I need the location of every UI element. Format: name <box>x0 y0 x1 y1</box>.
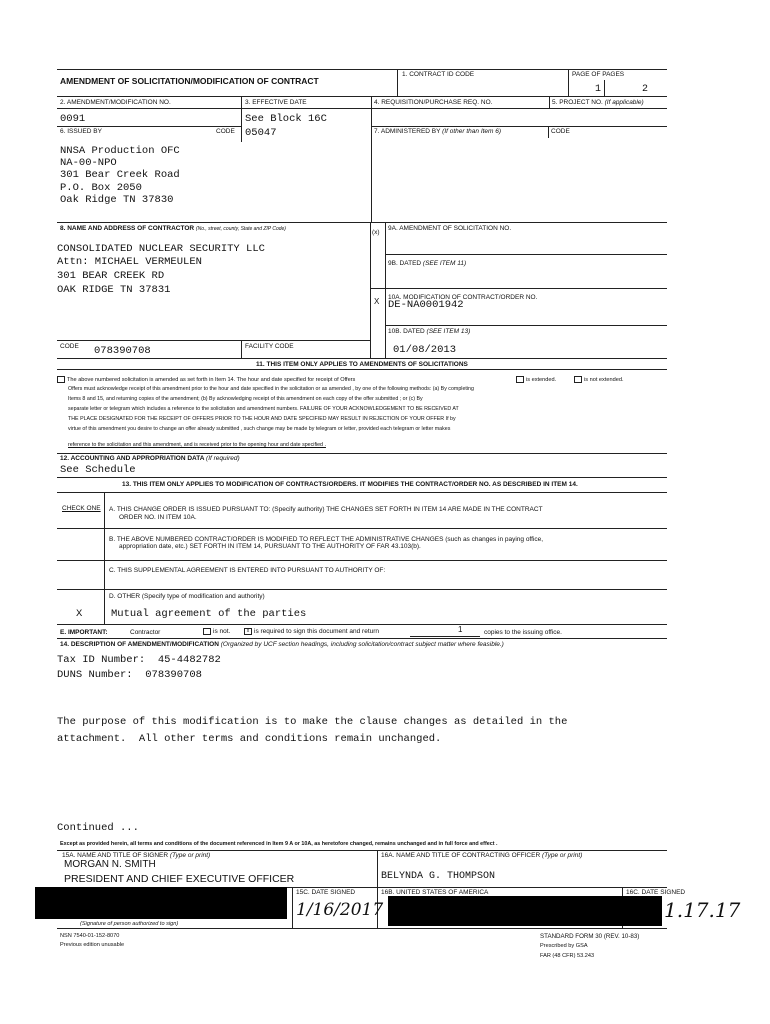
nsn-number: NSN 7540-01-152-8070 <box>60 933 120 939</box>
item11-line1: The above numbered solicitation is amended as set forth in Item 14. The hour and date specified for receipt of Offers <box>67 376 356 383</box>
block15a-label: 15A. NAME AND TITLE OF SIGNER <box>62 852 169 859</box>
block10-mark: X <box>374 297 380 306</box>
block8-label-wrap <box>60 225 286 233</box>
signature-redaction-contractor <box>35 887 287 919</box>
contract-id-code-label: 1. CONTRACT ID CODE <box>402 71 475 78</box>
signer-title: PRESIDENT AND CHIEF EXECUTIVE OFFICER <box>64 873 295 885</box>
check-one-label: CHECK ONE <box>62 505 101 512</box>
block6-code-label: CODE <box>216 128 235 135</box>
contractor-code: 078390708 <box>94 345 151 357</box>
issued-by-line5: Oak Ridge TN 37830 <box>60 194 174 206</box>
modification-authority: Mutual agreement of the parties <box>111 608 307 620</box>
block7-label-wrap <box>374 128 501 136</box>
item13a-line2: ORDER NO. IN ITEM 10A. <box>119 514 197 521</box>
issued-by-line4: P.O. Box 2050 <box>60 182 142 194</box>
facility-code-label: FACILITY CODE <box>245 343 294 350</box>
block3-label: 3. EFFECTIVE DATE <box>245 99 307 106</box>
total-pages: 2 <box>642 84 649 95</box>
contractor-line1: CONSOLIDATED NUCLEAR SECURITY LLC <box>57 243 265 255</box>
form-name: STANDARD FORM 30 (REV. 10-83) <box>540 933 640 940</box>
block12-label: 12. ACCOUNTING AND APPROPRIATION DATA <box>60 455 205 462</box>
is-not-extended-label: is not extended. <box>584 376 624 383</box>
page-number: 1 <box>595 84 602 95</box>
block16a-label: 16A. NAME AND TITLE OF CONTRACTING OFFICER <box>381 852 541 859</box>
form-title: AMENDMENT OF SOLICITATION/MODIFICATION OF CONTRACT <box>60 76 319 86</box>
contract-dated: 01/08/2013 <box>393 344 457 356</box>
block8-code-label: CODE <box>60 343 79 350</box>
block7-label: 7. ADMINISTERED BY <box>374 128 441 135</box>
not-extended-wrap <box>574 376 624 384</box>
contracting-officer-name: BELYNDA G. THOMPSON <box>381 871 496 882</box>
duns-number: DUNS Number: 078390708 <box>57 669 202 681</box>
signature-caption: (Signature of person authorized to sign) <box>80 921 179 927</box>
item11-line5: THE PLACE DESIGNATED FOR THE RECEIPT OF OFFERS PRIOR TO THE HOUR AND DATE SPECIFIED MAY RESULT IN REJECTION OF YOUR OFFER If by <box>68 416 456 422</box>
block12-note: (If required) <box>206 455 240 462</box>
is-not-extended-checkbox[interactable] <box>574 376 582 383</box>
block4-label: 4. REQUISITION/PURCHASE REQ. NO. <box>374 99 493 106</box>
block9a-label: 9A. AMENDMENT OF SOLICITATION NO. <box>388 225 512 232</box>
is-not-checkbox[interactable] <box>203 628 211 635</box>
purpose-line2: attachment. All other terms and conditions remain unchanged. <box>57 733 442 745</box>
block5-label: 5. PROJECT NO. <box>552 99 603 106</box>
block15c-label: 15C. DATE SIGNED <box>296 889 356 896</box>
item11-checkbox[interactable] <box>57 376 65 383</box>
extended-wrap <box>516 376 556 384</box>
purpose-line1: The purpose of this modification is to make the clause changes as detailed in the <box>57 716 568 728</box>
item11-line6: virtue of this amendment you desire to change an offer already submitted , such change may be made by telegram or letter, provided each telegram or letter makes <box>68 426 451 432</box>
prescribed-by: Prescribed by GSA <box>540 943 588 949</box>
item11-line1-wrap <box>57 376 355 384</box>
issued-by-line1: NNSA Production OFC <box>60 145 180 157</box>
block16a-label-wrap <box>381 852 582 860</box>
signer-name: MORGAN N. SMITH <box>64 859 156 870</box>
copies-text: copies to the issuing office. <box>484 629 562 636</box>
item11-line2: Offers must acknowledge receipt of this amendment prior to the hour and date specified in the solicitation or as amended , by one of the following methods: (a) By completing <box>68 386 474 392</box>
block8-note: (No., street, county, State and ZIP Code) <box>195 226 286 232</box>
accounting-data: See Schedule <box>60 464 136 476</box>
block16b-label: 16B. UNITED STATES OF AMERICA <box>381 889 489 896</box>
contractor-line4: OAK RIDGE TN 37831 <box>57 284 171 296</box>
block16c-label: 16C. DATE SIGNED <box>626 889 686 896</box>
block7-note: (If other than Item 6) <box>442 128 502 135</box>
is-extended-checkbox[interactable] <box>516 376 524 383</box>
item11-line7: reference to the solicitation and this amendment, and is received prior to the opening hour and date specified . <box>68 442 326 448</box>
item11-header: 11. THIS ITEM ONLY APPLIES TO AMENDMENTS OF SOLICITATIONS <box>256 361 468 368</box>
block9-mark: (x) <box>372 229 380 236</box>
date-signed-15c: 1/16/2017 <box>296 900 384 920</box>
block10b-note: (SEE ITEM 13) <box>426 328 471 335</box>
block9b-note: (SEE ITEM 11) <box>422 260 467 267</box>
item13a-line1: A. THIS CHANGE ORDER IS ISSUED PURSUANT TO: (Specify authority) THE CHANGES SET FORTH IN ITEM 14 ARE MADE IN THE CONTRACT <box>109 506 543 513</box>
item11-line3: Items 8 and 15, and returning copies of the amendment; (b) By acknowledging receipt of this amendment on each copy of the offer submitted ; or (c) By <box>68 396 423 402</box>
is-not-label: is not. <box>213 628 231 636</box>
block10a-label: 10A. MODIFICATION OF CONTRACT/ORDER NO. <box>388 294 538 301</box>
block6-label: 6. ISSUED BY <box>60 128 102 135</box>
block5-label-wrap <box>552 99 644 107</box>
item13-header: 13. THIS ITEM ONLY APPLIES TO MODIFICATION OF CONTRACTS/ORDERS. IT MODIFIES THE CONTRACT/ORDER NO. AS DESCRIBED IN ITEM 14. <box>122 481 578 488</box>
contract-order-number: DE-NA0001942 <box>388 299 464 311</box>
block12-label-wrap <box>60 455 240 463</box>
tax-id: Tax ID Number: 45-4482782 <box>57 654 221 666</box>
block15a-note: (Type or print) <box>169 852 211 859</box>
far-reference: FAR (48 CFR) 53.243 <box>540 953 595 959</box>
is-required-checkbox[interactable]: x <box>244 628 252 635</box>
block7-code-label: CODE <box>551 128 570 135</box>
block10b-label-wrap <box>388 328 470 336</box>
except-text: Except as provided herein, all terms and conditions of the document referenced in Item 9 A or 10A, as heretofore changed, remains unchanged and in full force and effect . <box>60 841 498 847</box>
block14-label-wrap <box>60 641 504 649</box>
issued-by-line2: NA-00-NPO <box>60 157 117 169</box>
item13d-line: D. OTHER (Specify type of modification and authority) <box>109 593 265 600</box>
issued-by-line3: 301 Bear Creek Road <box>60 169 180 181</box>
item11-line4: separate letter or telegram which includes a reference to the solicitation and amendment numbers. FAILURE OF YOUR ACKNOWLEDGEMENT TO BE RECEIVED AT <box>68 406 459 412</box>
block8-label: 8. NAME AND ADDRESS OF CONTRACTOR <box>60 225 195 232</box>
is-required-wrap <box>244 628 379 636</box>
continued-text: Continued ... <box>57 822 139 834</box>
block9b-label-wrap <box>388 260 466 268</box>
copies-number: 1 <box>458 625 463 634</box>
is-not-wrap <box>203 628 230 636</box>
is-required-label: is required to sign this document and return <box>254 628 380 636</box>
block5-note: (If applicable) <box>604 99 644 106</box>
item13c-line: C. THIS SUPPLEMENTAL AGREEMENT IS ENTERED INTO PURSUANT TO AUTHORITY OF: <box>109 567 386 574</box>
item13b-line2: appropriation date, etc.) SET FORTH IN ITEM 14, PURSUANT TO THE AUTHORITY OF FAR 43.103(b). <box>119 543 421 550</box>
contractor-label: Contractor <box>130 629 161 636</box>
modification-number: 0091 <box>60 113 86 125</box>
block2-label: 2. AMENDMENT/MODIFICATION NO. <box>60 99 171 106</box>
is-extended-label: is extended. <box>526 376 557 383</box>
important-label: E. IMPORTANT: <box>60 629 108 636</box>
block16a-note: (Type or print) <box>541 852 583 859</box>
item13b-line1: B. THE ABOVE NUMBERED CONTRACT/ORDER IS MODIFIED TO REFLECT THE ADMINISTRATIVE CHANGES (such as changes in paying office, <box>109 536 544 543</box>
item13d-mark: X <box>76 608 83 620</box>
contractor-line3: 301 BEAR CREEK RD <box>57 270 165 282</box>
block14-note: (Organized by UCF section headings, including solicitation/contract subject matter where feasible.) <box>220 641 504 648</box>
issued-by-code: 05047 <box>245 127 277 139</box>
previous-edition: Previous edition unusable <box>60 942 125 948</box>
effective-date: See Block 16C <box>245 113 327 125</box>
signature-redaction-officer <box>388 896 662 926</box>
block14-label: 14. DESCRIPTION OF AMENDMENT/MODIFICATION <box>60 641 219 648</box>
block9b-label: 9B. DATED <box>388 260 422 267</box>
date-signed-16c: 1.17.17 <box>664 898 741 922</box>
page-of-pages-label: PAGE OF PAGES <box>572 71 625 78</box>
contractor-line2: Attn: MICHAEL VERMEULEN <box>57 256 202 268</box>
block10b-label: 10B. DATED <box>388 328 425 335</box>
